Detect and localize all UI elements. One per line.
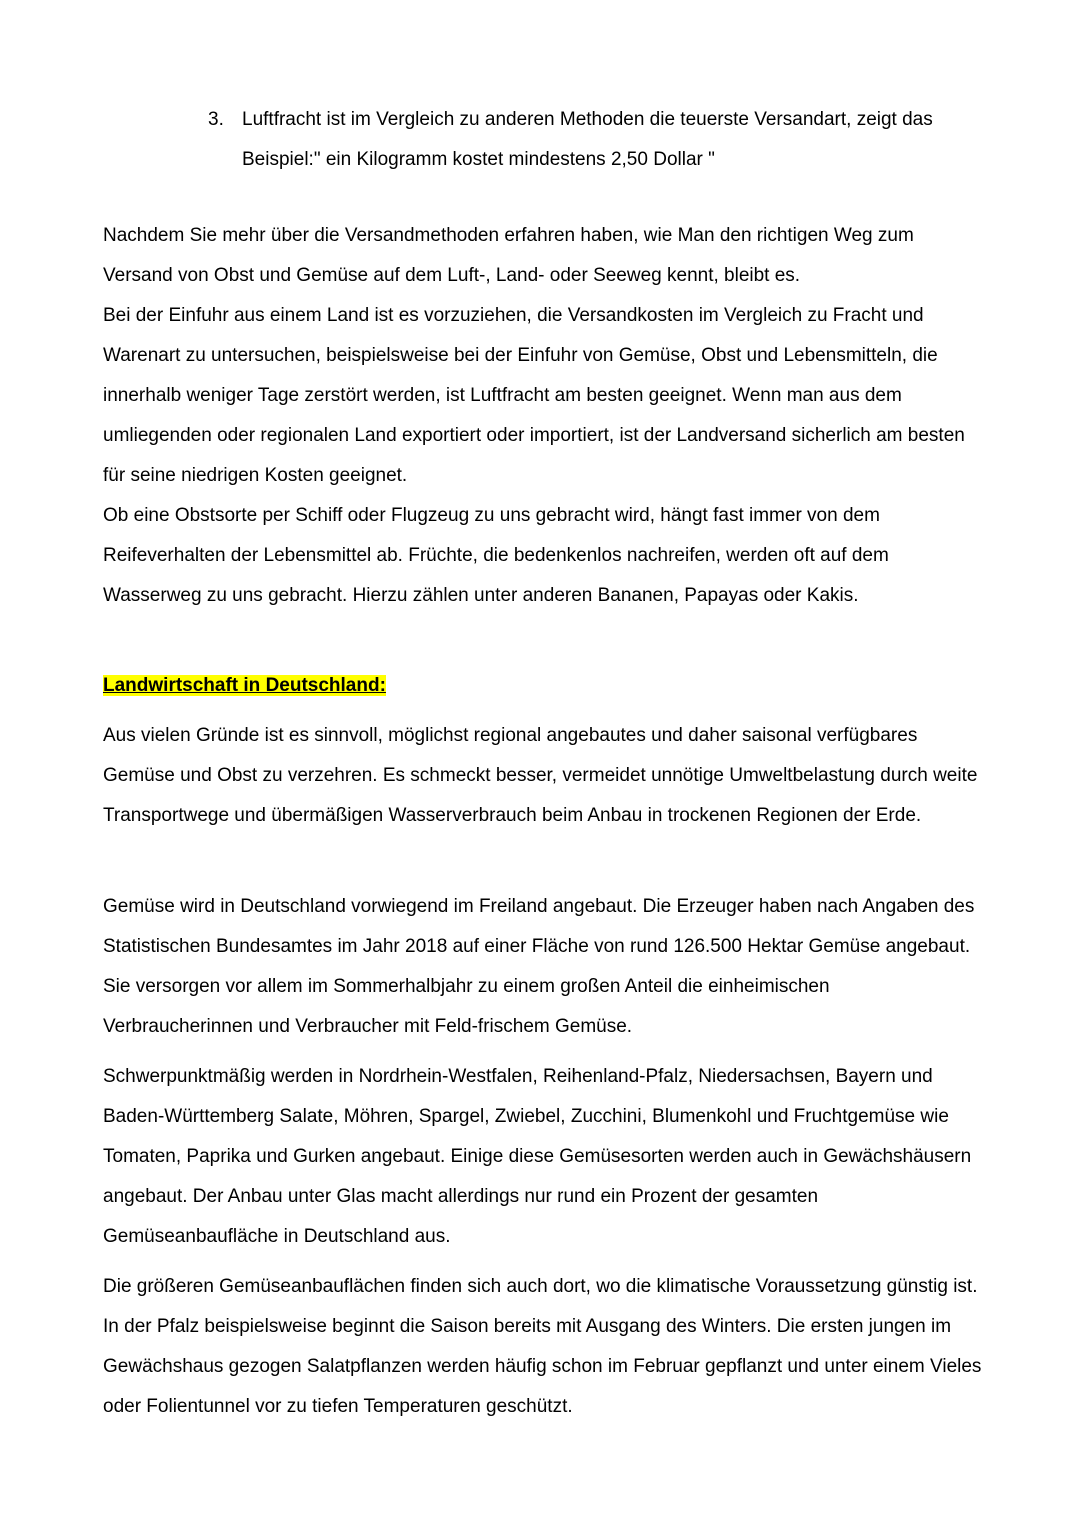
paragraph-schwerpunkt: Schwerpunktmäßig werden in Nordrhein-Westfalen, Reihenland-Pfalz, Niedersachsen, Bayern und Baden-Württemberg Salate, Möhren, Spargel, Zwiebel, Zucchini, Blumenkohl und Fruchtgemüse wie Tomaten, Paprika und Gurken angebaut. Einige diese Gemüsesorten werden auch in Gewächshäusern angebaut. Der Anbau unter Glas macht allerdings nur rund ein Prozent der gesamten Gemüseanbaufläche in Deutschland aus.	[103, 1066, 972, 1247]
paragraph-versandmethoden: Nachdem Sie mehr über die Versandmethoden erfahren haben, wie Man den richtigen Weg zum Versand von Obst und Gemüse auf dem Luft-, Land- oder Seeweg kennt, bleibt es.	[103, 225, 914, 286]
section-heading	[103, 667, 386, 705]
paragraph-klima: Die größeren Gemüseanbauflächen finden sich auch dort, wo die klimatische Voraussetzung günstig ist. In der Pfalz beispielsweise beginnt die Saison bereits mit Ausgang des Winters. Die ersten jungen im Gewächshaus gezogen Salatpflanzen werden häufig schon im Februar gepflanzt und unter einem Vieles oder Folientunnel vor zu tiefen Temperaturen geschützt.	[103, 1276, 982, 1417]
paragraph-einfuhr: Bei der Einfuhr aus einem Land ist es vorzuziehen, die Versandkosten im Vergleich zu Fracht und Warenart zu untersuchen, beispielsweise bei der Einfuhr von Gemüse, Obst und Lebensmitteln, die innerhalb weniger Tage zerstört werden, ist Luftfracht am besten geeignet. Wenn man aus dem umliegenden oder regionalen Land exportiert oder importiert, ist der Landversand sicherlich am besten für seine niedrigen Kosten geeignet.	[103, 305, 965, 486]
paragraph-regional: Aus vielen Gründe ist es sinnvoll, möglichst regional angebautes und daher saisonal verfügbares Gemüse und Obst zu verzehren. Es schmeckt besser, vermeidet unnötige Umweltbelastung durch weite Transportwege und übermäßigen Wasserverbrauch beim Anbau in trockenen Regionen der Erde.	[103, 725, 978, 826]
list-item-text: Luftfracht ist im Vergleich zu anderen Methoden die teuerste Versandart, zeigt das Beispiel:" ein Kilogramm kostet mindestens 2,50 Dollar "	[242, 109, 933, 170]
paragraph-freiland: Gemüse wird in Deutschland vorwiegend im Freiland angebaut. Die Erzeuger haben nach Angaben des Statistischen Bundesamtes im Jahr 2018 auf einer Fläche von rund 126.500 Hektar Gemüse angebaut. Sie versorgen vor allem im Sommerhalbjahr zu einem großen Anteil die einheimischen Verbraucherinnen und Verbraucher mit Feld-frischem Gemüse.	[103, 896, 975, 1037]
section-heading-text: Landwirtschaft in Deutschland:	[103, 675, 386, 696]
list-item-number: 3.	[208, 109, 224, 130]
paragraph-reifeverhalten: Ob eine Obstsorte per Schiff oder Flugzeug zu uns gebracht wird, hängt fast immer von dem Reifeverhalten der Lebensmittel ab. Früchte, die bedenkenlos nachreifen, werden oft auf dem Wasserweg zu uns gebracht. Hierzu zählen unter anderen Bananen, Papayas oder Kakis.	[103, 505, 889, 606]
